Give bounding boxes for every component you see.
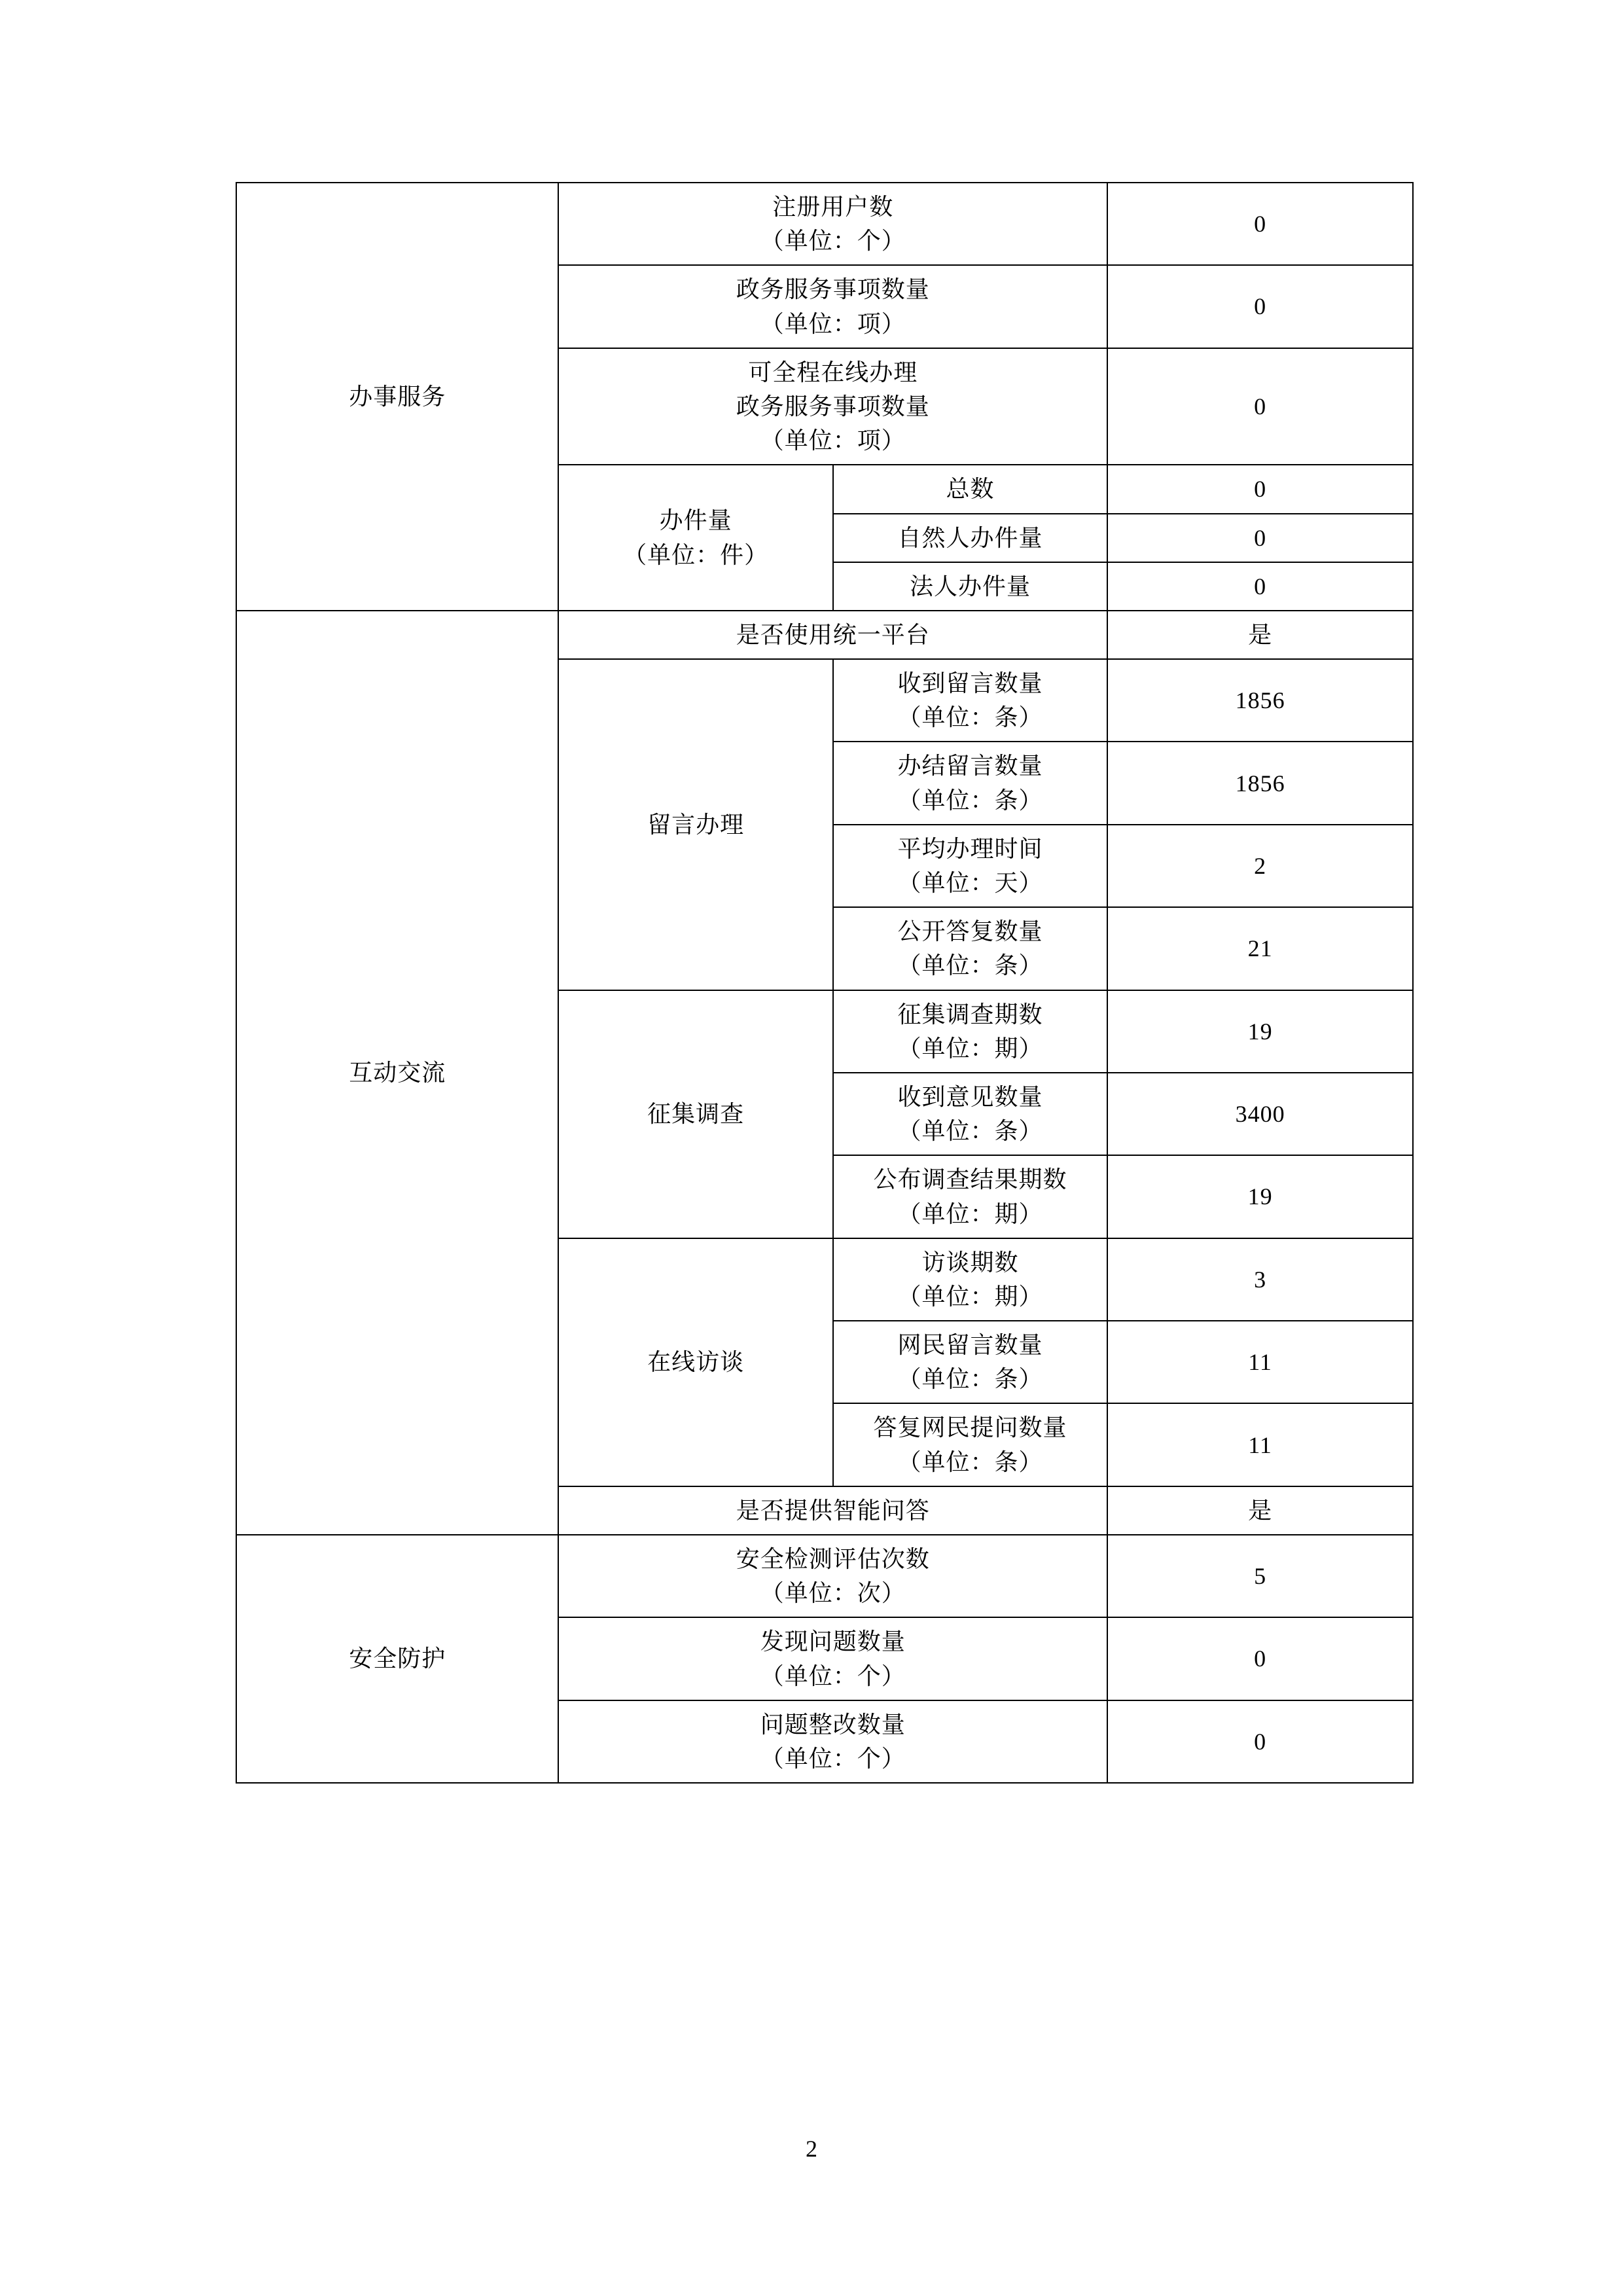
item-cell-unified-platform: 是否使用统一平台 bbox=[558, 611, 1107, 659]
report-table-wrapper bbox=[236, 182, 1414, 1784]
value-cell-messages-completed: 1856 bbox=[1107, 742, 1413, 824]
sub-unit: （单位：条） bbox=[897, 787, 1043, 814]
item-cell-issues-rectified bbox=[558, 1700, 1107, 1783]
sub-cell-legal-person: 法人办件量 bbox=[833, 562, 1107, 611]
item-unit: （单位：个） bbox=[760, 228, 906, 255]
item-cell-message-handling: 留言办理 bbox=[558, 659, 832, 990]
item-label: 发现问题数量 bbox=[760, 1628, 906, 1655]
sub-unit: （单位：期） bbox=[897, 1283, 1043, 1310]
sub-label: 公开答复数量 bbox=[897, 918, 1043, 945]
sub-cell-netizen-replies bbox=[833, 1403, 1107, 1486]
sub-cell-public-replies bbox=[833, 907, 1107, 990]
value-cell-smart-qa: 是 bbox=[1107, 1486, 1413, 1535]
item-cell-registered-users bbox=[558, 183, 1107, 265]
value-cell-netizen-replies: 11 bbox=[1107, 1403, 1413, 1486]
item-unit: （单位：个） bbox=[760, 1745, 906, 1772]
value-cell-legal-person: 0 bbox=[1107, 562, 1413, 611]
item-label: 问题整改数量 bbox=[760, 1711, 906, 1738]
sub-cell-total: 总数 bbox=[833, 465, 1107, 513]
item-cell-handled-count bbox=[558, 465, 832, 611]
value-cell-messages-received: 1856 bbox=[1107, 659, 1413, 742]
sub-cell-average-handling-time bbox=[833, 825, 1107, 907]
sub-label: 办结留言数量 bbox=[897, 753, 1043, 780]
item-cell-online-interview: 在线访谈 bbox=[558, 1238, 832, 1486]
value-cell-security-assessments: 5 bbox=[1107, 1535, 1413, 1617]
item-label-line2: 政务服务事项数量 bbox=[736, 393, 930, 420]
item-unit: （单位：个） bbox=[760, 1662, 906, 1689]
table-row bbox=[236, 1535, 1413, 1617]
category-cell-hudongjiaoliu: 互动交流 bbox=[236, 611, 558, 1535]
sub-cell-interview-periods bbox=[833, 1238, 1107, 1321]
item-label-line1: 可全程在线办理 bbox=[748, 359, 918, 386]
item-cell-survey-collection: 征集调查 bbox=[558, 990, 832, 1238]
item-cell-security-assessments bbox=[558, 1535, 1107, 1617]
sub-label: 公布调查结果期数 bbox=[873, 1166, 1067, 1193]
item-unit: （单位：项） bbox=[760, 427, 906, 454]
value-cell-interview-periods: 3 bbox=[1107, 1238, 1413, 1321]
item-cell-smart-qa: 是否提供智能问答 bbox=[558, 1486, 1107, 1535]
sub-label: 网民留言数量 bbox=[897, 1332, 1043, 1359]
value-cell-service-items: 0 bbox=[1107, 265, 1413, 348]
category-cell-anquanfanghu: 安全防护 bbox=[236, 1535, 558, 1783]
value-cell-unified-platform: 是 bbox=[1107, 611, 1413, 659]
page-number: 2 bbox=[806, 2136, 817, 2162]
table-row bbox=[236, 183, 1413, 265]
value-cell-average-handling-time: 2 bbox=[1107, 825, 1413, 907]
sub-label: 收到留言数量 bbox=[897, 670, 1043, 697]
value-cell-online-service-items: 0 bbox=[1107, 348, 1413, 465]
sub-label: 征集调查期数 bbox=[897, 1001, 1043, 1028]
sub-unit: （单位：条） bbox=[897, 1366, 1043, 1393]
value-cell-netizen-messages: 11 bbox=[1107, 1321, 1413, 1403]
item-unit: （单位：项） bbox=[760, 310, 906, 337]
sub-cell-messages-received bbox=[833, 659, 1107, 742]
sub-label: 收到意见数量 bbox=[897, 1083, 1043, 1110]
sub-unit: （单位：期） bbox=[897, 1200, 1043, 1227]
value-cell-opinions-received: 3400 bbox=[1107, 1073, 1413, 1155]
sub-unit: （单位：条） bbox=[897, 952, 1043, 979]
sub-cell-natural-person: 自然人办件量 bbox=[833, 514, 1107, 562]
sub-label: 答复网民提问数量 bbox=[873, 1414, 1067, 1441]
sub-cell-survey-results-published bbox=[833, 1155, 1107, 1238]
item-cell-service-items bbox=[558, 265, 1107, 348]
value-cell-issues-rectified: 0 bbox=[1107, 1700, 1413, 1783]
item-cell-online-service-items bbox=[558, 348, 1107, 465]
item-label: 政务服务事项数量 bbox=[736, 276, 930, 303]
annual-report-table bbox=[236, 182, 1414, 1784]
value-cell-total: 0 bbox=[1107, 465, 1413, 513]
sub-unit: （单位：期） bbox=[897, 1035, 1043, 1062]
sub-cell-opinions-received bbox=[833, 1073, 1107, 1155]
item-unit: （单位：次） bbox=[760, 1580, 906, 1607]
sub-label: 平均办理时间 bbox=[897, 835, 1043, 862]
value-cell-survey-periods: 19 bbox=[1107, 990, 1413, 1073]
value-cell-public-replies: 21 bbox=[1107, 907, 1413, 990]
sub-unit: （单位：天） bbox=[897, 870, 1043, 896]
sub-label: 访谈期数 bbox=[921, 1249, 1019, 1276]
sub-unit: （单位：条） bbox=[897, 1448, 1043, 1475]
item-label: 安全检测评估次数 bbox=[736, 1546, 930, 1572]
item-unit: （单位：件） bbox=[623, 541, 769, 568]
value-cell-issues-found: 0 bbox=[1107, 1617, 1413, 1700]
value-cell-natural-person: 0 bbox=[1107, 514, 1413, 562]
sub-cell-survey-periods bbox=[833, 990, 1107, 1073]
value-cell-survey-results-published: 19 bbox=[1107, 1155, 1413, 1238]
item-label: 办件量 bbox=[659, 507, 732, 534]
sub-unit: （单位：条） bbox=[897, 1118, 1043, 1145]
sub-unit: （单位：条） bbox=[897, 704, 1043, 731]
sub-cell-netizen-messages bbox=[833, 1321, 1107, 1403]
value-cell-registered-users: 0 bbox=[1107, 183, 1413, 265]
sub-cell-messages-completed bbox=[833, 742, 1107, 824]
item-cell-issues-found bbox=[558, 1617, 1107, 1700]
table-row bbox=[236, 611, 1413, 659]
category-cell-banshifuwu: 办事服务 bbox=[236, 183, 558, 611]
item-label: 注册用户数 bbox=[772, 194, 894, 220]
